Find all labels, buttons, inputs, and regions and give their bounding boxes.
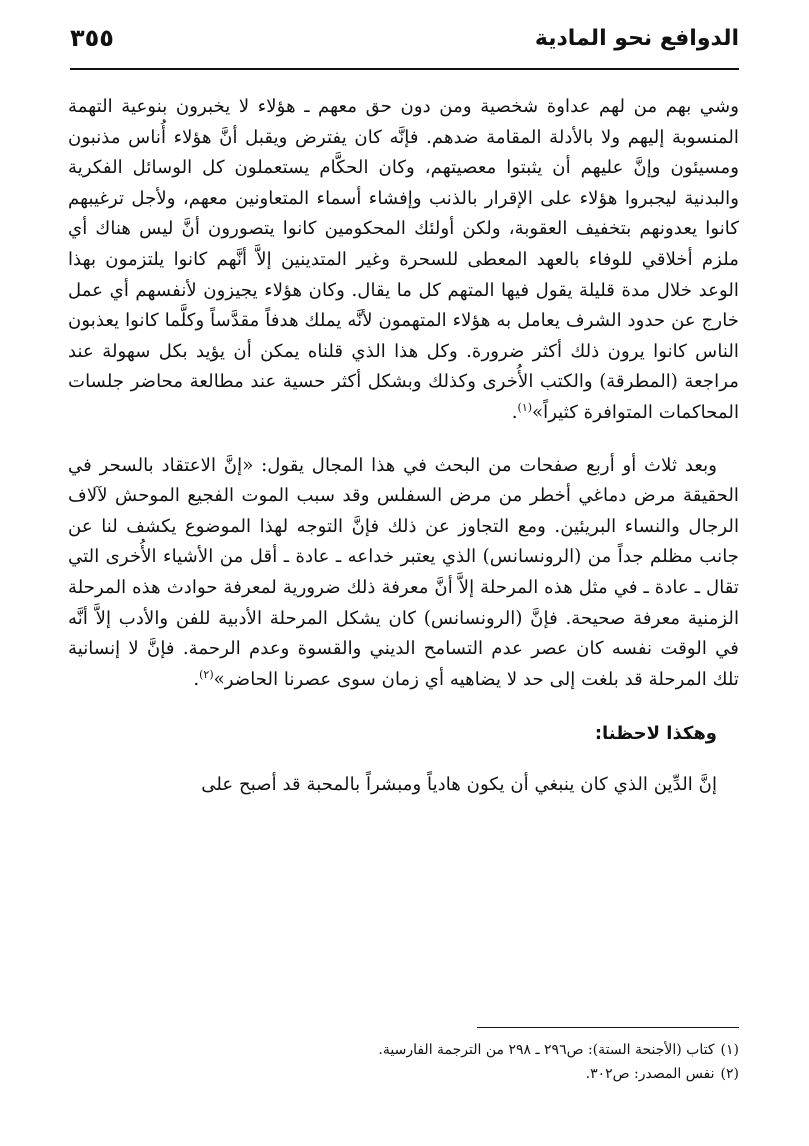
paragraph (68, 451, 739, 696)
paragraph: إنَّ الدِّين الذي كان ينبغي أن يكون هادياً ومبشراً بالمحبة قد أصبح على (201, 773, 717, 795)
footnote (70, 1038, 739, 1062)
footnote-text: نفس المصدر: ص٣٠٢. (585, 1066, 715, 1082)
page-number: ٣٥٥ (70, 24, 114, 52)
chapter-title: الدوافع نحو المادية (534, 26, 739, 51)
running-header (70, 20, 739, 70)
footnote-reference: (٢) (199, 667, 214, 681)
paragraph-text: وبعد ثلاث أو أربع صفحات من البحث في هذا المجال يقول: «إنَّ الاعتقاد بالسحر في الحقيقة مرض دماغي أخطر من مرض السفلس وقد سبب الموت الفجيع الموحش لآلاف الرجال والنساء البريئين. ومع التجاوز عن ذلك فإنَّ التوجه لهذا الموضوع يكشف لنا عن جانب مظلم جداً من (الرونسانس) الذي يعتبر خداعه ـ عادة ـ أقل من الأشياء الأُخرى التي تقال ـ عادة ـ في مثل هذه المرحلة إلاَّ أنَّ معرفة ذلك ضرورية لمعرفة حوادث هذه المرحلة الزمنية معرفة صحيحة. فإنَّ (الرونسانس) كان يشكل المرحلة الأدبية للفن والأدب إلاَّ أنَّه في الوقت نفسه كان عصر عدم التسامح الديني والقسوة وعدم الرحمة. فإنَّ لا إنسانية تلك المرحلة قد بلغت إلى حد لا يضاهيه أي زمان سوى عصرنا الحاضر» (68, 454, 739, 690)
paragraph-end: . (511, 401, 518, 423)
section-heading: وهكذا لاحظنا: (594, 723, 717, 745)
paragraph-text: وشي بهم من لهم عداوة شخصية ومن دون حق معهم ـ هؤلاء لا يخبرون بنوعية التهمة المنسوبة إليهم ولا بالأدلة المقامة ضدهم. فإنَّه كان يفترض ويقبل أنَّ هؤلاء أُناس مذنبون ومسيئون وإنَّ عليهم أن يثبتوا معصيتهم، وكان الحكَّام يستعملون كل الوسائل الفكرية والبدنية ليجبروا هؤلاء على الإقرار بالذنب وإفشاء أسماء المتعاونين معهم، ولأجل ترغيبهم كانوا يعدونهم بتخفيف العقوبة، ولكن أولئك المحكومين كانوا يتصورون أنَّ ليس هناك أي ملزم أخلاقي للوفاء بالعهد المعطى للسحرة وغير المتدينين إلاَّ أنَّهم كانوا يلتزمون بهذا الوعد خلال مدة قليلة يقول فيها المتهم كل ما يقال. وكان هؤلاء يجيزون لأنفسهم أي عمل خارج عن حدود الشرف يعامل به هؤلاء المتهمون لأنَّه يملك هدفاً مقدَّساً وكلَّما كانوا يعذبون الناس كانوا يرون ذلك أكثر ضرورة. وكل هذا الذي قلناه يمكن أن يؤيد بكل سهولة عند مراجعة (المطرقة) والكتب الأُخرى وكذلك وبشكل أكثر حسية عند مطالعة محاضر جلسات المحاكمات المتوافرة كثيراً» (68, 96, 739, 423)
main-text (68, 92, 739, 800)
paragraph (68, 92, 739, 429)
footnote-divider (477, 1027, 739, 1028)
footnote-number: (٢) (720, 1066, 739, 1082)
footnotes (70, 1038, 739, 1086)
paragraph-end: . (193, 668, 200, 690)
footnote-number: (١) (720, 1042, 739, 1058)
footnote-text: كتاب (الأجنحة الستة): ص٢٩٦ ـ ٢٩٨ من الترجمة الفارسية. (378, 1042, 715, 1058)
footnote-reference: (١) (517, 400, 533, 414)
footnote (70, 1062, 739, 1086)
